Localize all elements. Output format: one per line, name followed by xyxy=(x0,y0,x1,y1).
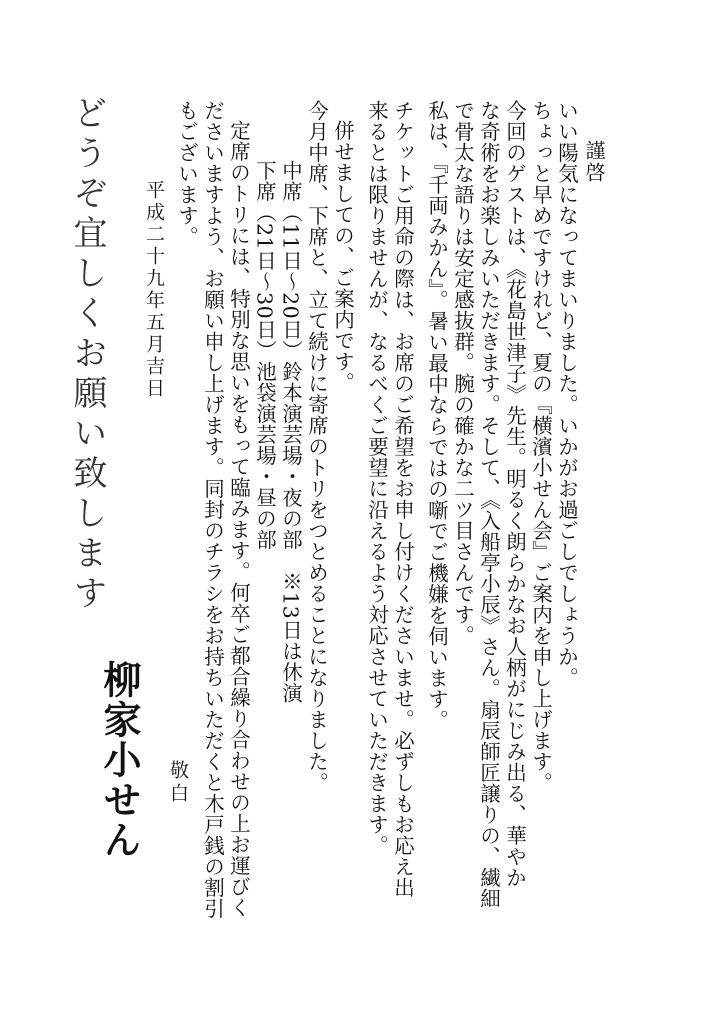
letter-line: ちょっと早めですけれど、夏の『横濱小せん会』ご案内を申し上げます。 xyxy=(528,100,553,793)
letter-line: 来るとは限りませんが、なるべくご要望に沿えるよう対応させていただきます。 xyxy=(364,100,389,856)
letter-date: 平成二十九年五月吉日 xyxy=(143,180,165,400)
letter-line: 今回のゲストは、《花島世津子》先生。明るく朗らかなお人柄がにじみ出る、華やか xyxy=(502,100,527,888)
letter-line: 今月中席、下席と、立て続けに寄席のトリをつとめることになりました。 xyxy=(304,100,329,793)
letter-line: もございます。 xyxy=(174,100,199,247)
letter-line: で骨太な語りは安定感抜群。腕の確かな二ツ目さんです。 xyxy=(450,100,475,646)
letter-line: ださいますよう、お願い申し上げます。同封のチラシをお持ちいただくと木戸銭の割引 xyxy=(200,100,225,919)
letter-line: な奇術をお楽しみいただきます。そして、《入船亭小辰》さん。扇辰師匠譲りの、繊細 xyxy=(476,100,501,909)
signature: 柳家小せん xyxy=(97,660,142,860)
handwritten-note: どうぞ宜しくお願い致します xyxy=(67,95,107,615)
letter-line: 中席（11日～20日）鈴本演芸場・夜の部 ※13日は休演 xyxy=(278,160,303,704)
letter-line: いい陽気になってまいりました。いかがお過ごしでしょうか。 xyxy=(554,100,579,688)
letter-line: 定席のトリには、特別な思いをもって臨みます。何卒ご都合繰り合わせの上お運びく xyxy=(226,120,251,918)
letter-line: 私は、『千両みかん』。暑い最中ならではの噺でご機嫌を伺います。 xyxy=(424,100,449,731)
closing-keihaku: 敬白 xyxy=(167,760,189,806)
letter-line: 併せましての、ご案内です。 xyxy=(330,120,355,393)
letter-line: 下席（21日～30日）池袋演芸場・昼の部 xyxy=(252,160,277,551)
letter-line: チケットご用命の際は、お席のご希望をお申し付けくださいませ。必ずしもお応え出 xyxy=(390,100,415,898)
greeting: 謹啓 xyxy=(582,140,606,184)
